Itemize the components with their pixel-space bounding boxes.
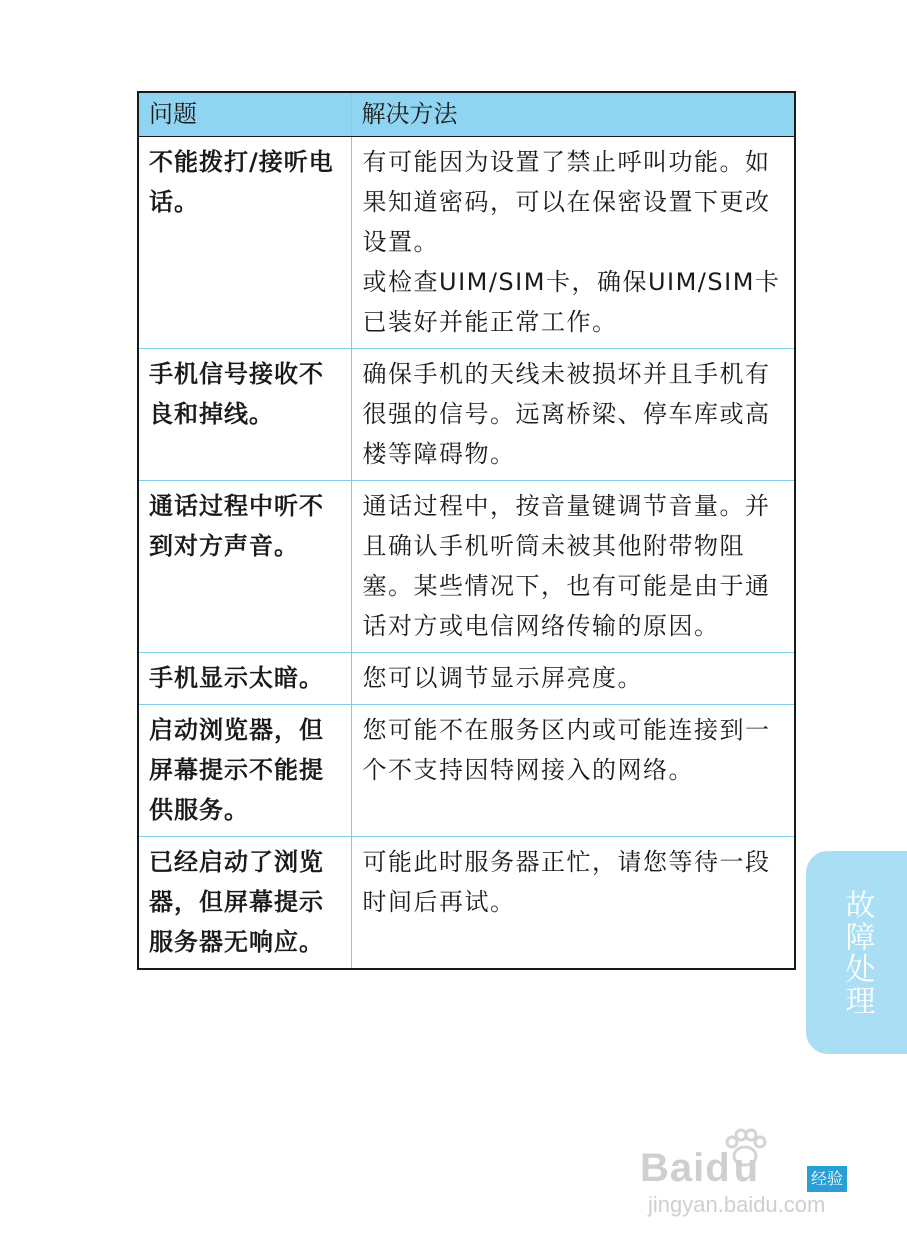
watermark-url: jingyan.baidu.com [648, 1192, 826, 1217]
solution-cell [351, 137, 795, 349]
watermark-tag-icon: 经验 [807, 1166, 847, 1192]
solution-cell: 您可能不在服务区内或可能连接到一个不支持因特网接入的网络。 [351, 705, 795, 837]
table-row [138, 705, 795, 837]
troubleshooting-table [137, 91, 796, 970]
problem-cell: 手机信号接收不良和掉线。 [138, 349, 351, 481]
table-row [138, 481, 795, 653]
table-row [138, 137, 795, 349]
problem-cell: 已经启动了浏览器，但屏幕提示服务器无响应。 [138, 837, 351, 970]
header-problem: 问题 [138, 92, 351, 137]
table-row [138, 653, 795, 705]
watermark-logo: Baidu [640, 1146, 763, 1190]
table-row [138, 837, 795, 970]
solution-cell: 通话过程中，按音量键调节音量。并且确认手机听筒未被其他附带物阻塞。某些情况下，也有可能是由于通话对方或电信网络传输的原因。 [351, 481, 795, 653]
header-solution: 解决方法 [351, 92, 795, 137]
chapter-side-tab [806, 851, 907, 1054]
problem-cell: 通话过程中听不到对方声音。 [138, 481, 351, 653]
table-header-row [138, 92, 795, 137]
solution-text: 有可能因为设置了禁止呼叫功能。如果知道密码，可以在保密设置下更改设置。 或检查UIM/SIM卡，确保UIM/SIM卡已装好并能正常工作。 [362, 148, 781, 336]
solution-cell: 您可以调节显示屏亮度。 [351, 653, 795, 705]
solution-cell: 确保手机的天线未被损坏并且手机有很强的信号。远离桥梁、停车库或高楼等障碍物。 [351, 349, 795, 481]
solution-cell: 可能此时服务器正忙，请您等待一段时间后再试。 [351, 837, 795, 970]
chapter-tab-label: 故障处理 [839, 888, 875, 1017]
table-row [138, 349, 795, 481]
problem-cell: 手机显示太暗。 [138, 653, 351, 705]
problem-cell: 不能拨打/接听电话。 [138, 137, 351, 349]
problem-cell: 启动浏览器，但屏幕提示不能提供服务。 [138, 705, 351, 837]
baidu-watermark [640, 1128, 860, 1228]
